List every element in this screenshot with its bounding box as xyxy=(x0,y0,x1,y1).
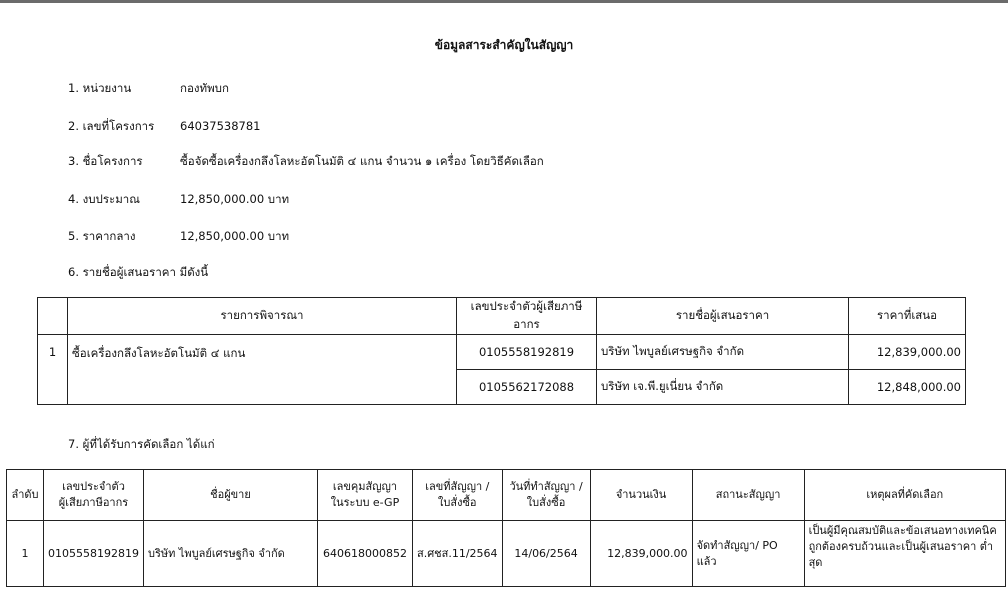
contract-amount: 12,839,000.00 xyxy=(590,521,692,587)
bidders-heading: 6. รายชื่อผู้เสนอราคา มีดังนี้ xyxy=(68,265,209,279)
table-row xyxy=(7,521,1006,587)
bidder-tax-id: 0105558192819 xyxy=(457,335,597,370)
egp-contract-number: 640618000852 xyxy=(317,521,412,587)
header-cell: จำนวนเงิน xyxy=(590,470,692,521)
header-cell: สถานะสัญญา xyxy=(692,470,804,521)
field-value: 12,850,000.00 บาท xyxy=(180,229,290,243)
bidder-price: 12,839,000.00 xyxy=(849,335,966,370)
header-cell: ชื่อผู้ขาย xyxy=(143,470,317,521)
table-row xyxy=(38,335,966,370)
field-median-price xyxy=(68,228,289,246)
document-title: ข้อมูลสาระสำคัญในสัญญา xyxy=(434,38,574,52)
field-label: 5. ราคากลาง xyxy=(68,229,136,243)
vendor-tax-id: 0105558192819 xyxy=(44,521,144,587)
contract-status: จัดทำสัญญา/ PO แล้ว xyxy=(692,521,804,587)
field-value: กองทัพบก xyxy=(180,81,229,95)
field-label: 4. งบประมาณ xyxy=(68,192,140,206)
bidder-name: บริษัท ไพบูลย์เศรษฐกิจ จำกัด xyxy=(597,335,849,370)
field-label: 2. เลขที่โครงการ xyxy=(68,119,155,133)
field-project-number xyxy=(68,118,260,136)
header-cell: ลำดับ xyxy=(7,470,44,521)
header-cell: เหตุผลที่คัดเลือก xyxy=(804,470,1005,521)
field-value: 64037538781 xyxy=(180,119,261,133)
header-cell: วันที่ทำสัญญา / ใบสั่งซื้อ xyxy=(502,470,590,521)
contract-date: 14/06/2564 xyxy=(502,521,590,587)
field-project-name xyxy=(68,153,544,171)
top-border xyxy=(0,0,1008,3)
item-number: 1 xyxy=(38,335,68,405)
selected-heading: 7. ผู้ที่ได้รับการคัดเลือก ได้แก่ xyxy=(68,437,215,451)
field-label: 3. ชื่อโครงการ xyxy=(68,154,143,168)
selection-reason: เป็นผู้มีคุณสมบัติและข้อเสนอทางเทคนิคถูกต้องครบถ้วนและเป็นผู้เสนอราคา ต่ำสุด xyxy=(804,521,1005,587)
item-name: ซื้อเครื่องกลึงโลหะอัตโนมัติ ๔ แกน xyxy=(68,335,457,405)
table-header-row xyxy=(7,470,1006,521)
header-cell: เลขที่สัญญา / ใบสั่งซื้อ xyxy=(412,470,502,521)
field-agency xyxy=(68,80,229,98)
bidder-tax-id: 0105562172088 xyxy=(457,370,597,405)
selected-vendor-table xyxy=(6,469,1006,587)
vendor-name: บริษัท ไพบูลย์เศรษฐกิจ จำกัด xyxy=(143,521,317,587)
header-cell: ราคาที่เสนอ xyxy=(849,298,966,335)
row-number: 1 xyxy=(7,521,44,587)
header-cell: เลขประจำตัวผู้เสียภาษีอากร xyxy=(457,298,597,335)
table-header-row xyxy=(38,298,966,335)
field-value: 12,850,000.00 บาท xyxy=(180,192,290,206)
contract-number: ส.ศชส.11/2564 xyxy=(412,521,502,587)
bidders-table xyxy=(37,297,966,405)
bidder-price: 12,848,000.00 xyxy=(849,370,966,405)
header-cell: รายชื่อผู้เสนอราคา xyxy=(597,298,849,335)
field-budget xyxy=(68,191,289,209)
header-cell-blank xyxy=(38,298,68,335)
header-cell: เลขคุมสัญญา ในระบบ e-GP xyxy=(317,470,412,521)
bidder-name: บริษัท เจ.พี.ยูเนี่ยน จำกัด xyxy=(597,370,849,405)
field-value: ซื้อจัดซื้อเครื่องกลึงโลหะอัตโนมัติ ๔ แกน จำนวน ๑ เครื่อง โดยวิธีคัดเลือก xyxy=(180,154,544,168)
header-cell: เลขประจำตัว ผู้เสียภาษีอากร xyxy=(44,470,144,521)
header-cell: รายการพิจารณา xyxy=(68,298,457,335)
field-label: 1. หน่วยงาน xyxy=(68,81,132,95)
